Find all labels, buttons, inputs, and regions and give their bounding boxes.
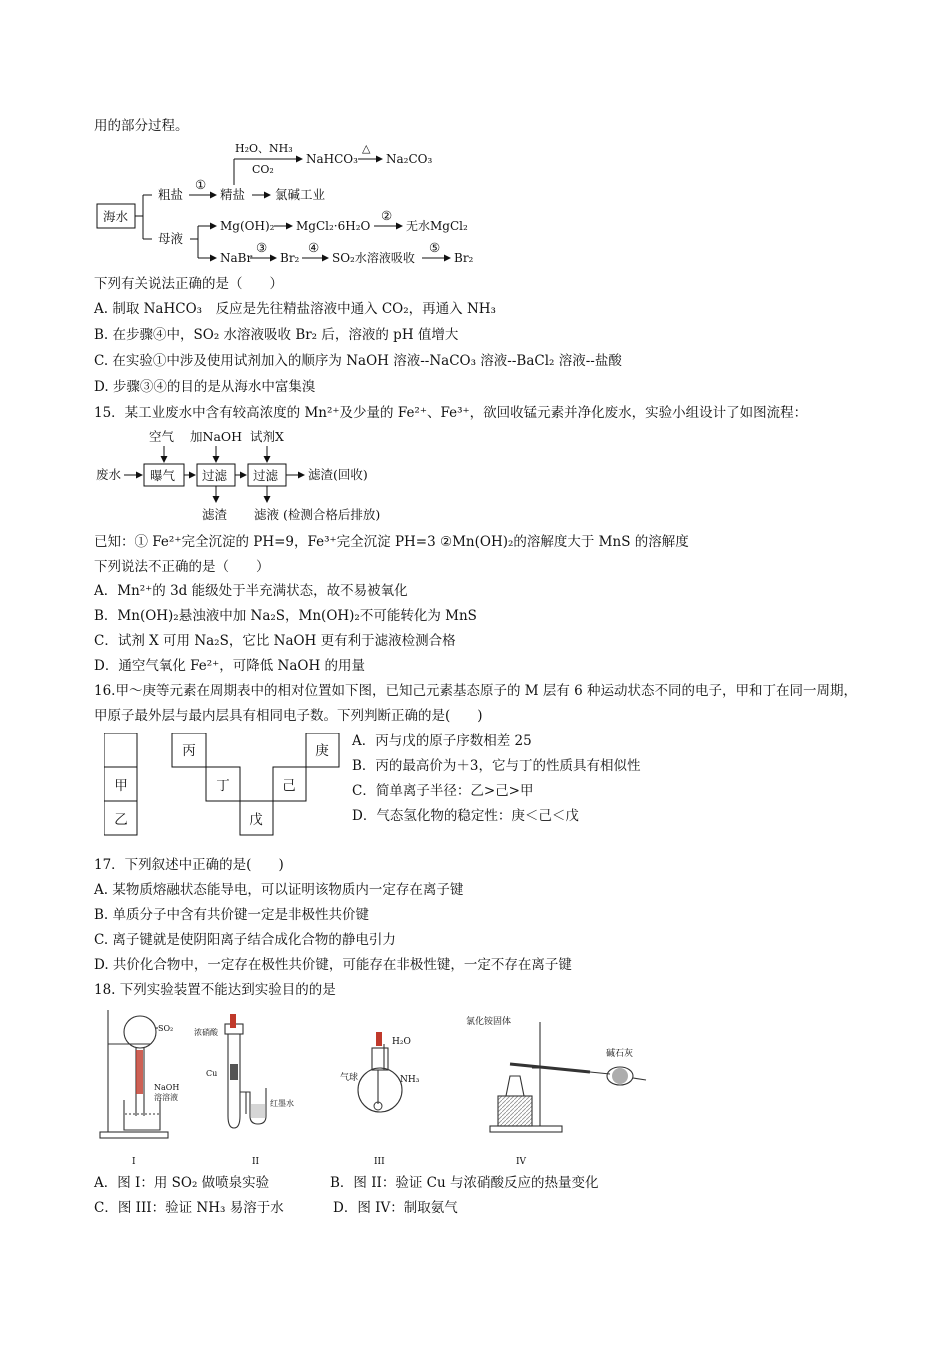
q15-option-d: D．通空气氧化 Fe²⁺，可降低 NaOH 的用量: [94, 658, 366, 674]
cell-wu: 戊: [249, 812, 263, 828]
q17-option-a: A. 某物质熔融状态能导电，可以证明该物质内一定存在离子键: [94, 882, 464, 898]
add-naoh-label: 加NaOH: [190, 429, 243, 444]
q18-option-a: A．图 I：用 SO₂ 做喷泉实验: [94, 1175, 270, 1191]
naoh-label-1: NaOH: [154, 1083, 180, 1092]
nahco3-label: NaHCO₃: [306, 152, 358, 166]
step3-label: ③: [256, 240, 268, 255]
step5-label: ⑤: [429, 240, 441, 255]
balloon-label: 气球: [340, 1073, 359, 1083]
waste-water-label: 废水: [96, 467, 122, 482]
so2-label: SO₂: [158, 1024, 174, 1033]
h2o-label: H₂O: [392, 1037, 411, 1047]
seawater-flow-diagram: [94, 138, 494, 272]
q18-option-b: B．图 II：验证 Cu 与浓硝酸反应的热量变化: [330, 1175, 599, 1191]
co2-label: CO₂: [252, 163, 274, 176]
figure-3-flask: [358, 1044, 402, 1112]
nh3-label: NH₃: [400, 1075, 420, 1085]
step1-label: ①: [195, 177, 207, 192]
q18-option-c: C．图 III：验证 NH₃ 易溶于水: [94, 1200, 284, 1216]
so2-absorb-label: SO₂水溶液吸收: [332, 251, 415, 265]
conc-hno3-label: 浓硝酸: [194, 1028, 218, 1037]
anhydrous-mgcl2-label: 无水MgCl₂: [406, 219, 468, 233]
q16-option-d: D．气态氢化物的稳定性：庚＜己＜戊: [352, 808, 579, 824]
air-label: 空气: [149, 429, 175, 444]
q18-stem: 18. 下列实验装置不能达到实验目的的是: [94, 982, 336, 998]
filtrate-label: 滤液 (检测合格后排放): [254, 507, 381, 522]
filter1-label: 过滤: [202, 468, 228, 483]
crude-salt-label: 粗盐: [158, 187, 184, 202]
red-ink-label: 红墨水: [270, 1099, 294, 1108]
aerate-label: 曝气: [150, 468, 176, 483]
q14-option-c: C. 在实验①中涉及使用试剂加入的顺序为 NaOH 溶液--NaCO₃ 溶液--BaCl₂ 溶液--盐酸: [94, 353, 622, 369]
q14-intro: 用的部分过程。: [94, 118, 189, 134]
q16-stem-line1: 16.甲～庚等元素在周期表中的相对位置如下图，已知己元素基态原子的 M 层有 6 种运动状态不同的电子，甲和丁在同一周期，: [94, 683, 858, 699]
br2-b-label: Br₂: [454, 251, 474, 265]
nh4cl-label: 氯化铵固体: [466, 1017, 512, 1027]
reagents-top-label: H₂O、NH₃: [235, 142, 293, 155]
q15-option-b: B．Mn(OH)₂悬浊液中加 Na₂S，Mn(OH)₂不可能转化为 MnS: [94, 608, 477, 624]
mother-liquor-label: 母液: [158, 231, 184, 246]
q17-option-c: C. 离子键就是使阴阳离子结合成化合物的静电引力: [94, 932, 396, 948]
q15-option-c: C．试剂 X 可用 Na₂S，它比 NaOH 更有利于滤液检测合格: [94, 633, 456, 649]
cell-jia: 甲: [114, 778, 128, 794]
mgoh2-label: Mg(OH)₂: [220, 219, 275, 233]
figure-2-label: II: [252, 1157, 260, 1167]
step2-label: ②: [381, 208, 393, 223]
q15-known: 已知：① Fe²⁺完全沉淀的 PH=9，Fe³⁺完全沉淀 PH=3 ②Mn(OH)₂的溶解度大于 MnS 的溶解度: [94, 534, 689, 550]
seawater-label: 海水: [103, 209, 129, 224]
step4-label: ④: [308, 240, 320, 255]
figure-1-label: I: [132, 1157, 136, 1167]
chlor-alkali-label: 氯碱工业: [275, 187, 326, 202]
cu-label: Cu: [206, 1069, 218, 1078]
q17-option-b: B. 单质分子中含有共价键一定是非极性共价键: [94, 907, 370, 923]
periodic-table-fragment: [104, 733, 344, 838]
q14-stem: 下列有关说法正确的是（ ）: [94, 276, 283, 292]
residue-recycle-label: 滤渣(回收): [308, 467, 368, 482]
q15-option-a: A．Mn²⁺的 3d 能级处于半充满状态，故不易被氧化: [94, 583, 408, 599]
filter2-label: 过滤: [253, 468, 279, 483]
figure-3-label: III: [374, 1157, 385, 1167]
mgcl2-label: MgCl₂·6H₂O: [296, 219, 371, 233]
q16-option-c: C．简单离子半径：乙>己>甲: [352, 783, 534, 799]
wastewater-flow-diagram: [94, 428, 414, 528]
na2co3-label: Na₂CO₃: [386, 152, 433, 166]
q18-option-d: D．图 IV：制取氨气: [333, 1200, 458, 1216]
q15-stem: 15．某工业废水中含有较高浓度的 Mn²⁺及少量的 Fe²⁺、Fe³⁺，欲回收锰元素并净化废水，实验小组设计了如图流程：: [94, 405, 808, 421]
residue-label: 滤渣: [202, 507, 228, 522]
q16-stem-line2: 甲原子最外层与最内层具有相同电子数。下列判断正确的是( ): [94, 708, 483, 724]
refined-salt-label: 精盐: [220, 187, 246, 202]
nabr-label: NaBr: [220, 251, 253, 265]
cell-bing: 丙: [182, 743, 196, 759]
q14-option-d: D. 步骤③④的目的是从海水中富集溴: [94, 379, 316, 395]
br2-a-label: Br₂: [280, 251, 300, 265]
q17-stem: 17．下列叙述中正确的是( ): [94, 857, 284, 873]
apparatus-figures: [94, 1004, 654, 1170]
figure-4-label: IV: [516, 1157, 527, 1167]
cell-yi: 乙: [114, 812, 128, 828]
q16-option-b: B．丙的最高价为＋3，它与丁的性质具有相似性: [352, 758, 641, 774]
soda-lime-label: 碱石灰: [606, 1049, 634, 1059]
cell-ding: 丁: [216, 778, 230, 794]
cell-ji: 己: [282, 778, 296, 794]
q14-option-b: B. 在步骤④中，SO₂ 水溶液吸收 Br₂ 后，溶液的 pH 值增大: [94, 327, 459, 343]
naoh-label-2: 溶溶液: [154, 1093, 178, 1102]
reagent-x-label: 试剂X: [250, 429, 284, 444]
q16-option-a: A．丙与戊的原子序数相差 25: [352, 733, 532, 749]
q17-option-d: D. 共价化合物中，一定存在极性共价键，可能存在非极性键，一定不存在离子键: [94, 957, 572, 973]
heat-label: △: [362, 142, 371, 155]
q14-option-a: A. 制取 NaHCO₃ 反应是先往精盐溶液中通入 CO₂，再通入 NH₃: [94, 301, 496, 317]
cell-geng: 庚: [315, 743, 329, 759]
q15-ask: 下列说法不正确的是（ ）: [94, 559, 270, 575]
